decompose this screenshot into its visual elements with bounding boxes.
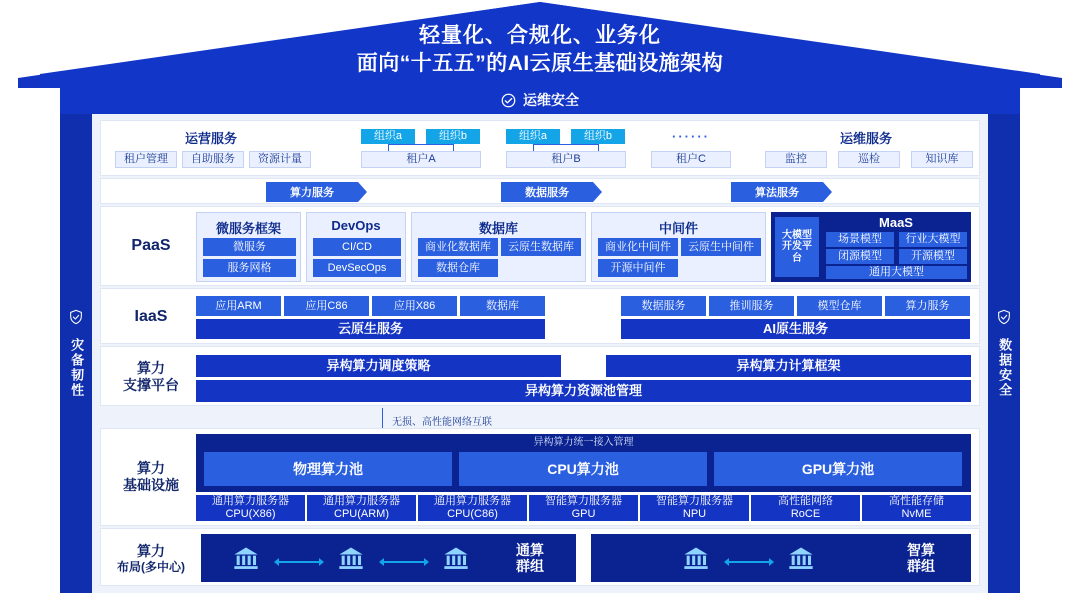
- paas-group-devops: [306, 212, 406, 282]
- server-line1: 智能算力服务器: [545, 495, 622, 508]
- compute-pool-2[interactable]: GPU算力池: [714, 452, 962, 486]
- datacenter-icon: [336, 544, 366, 577]
- server-line1: 通用算力服务器: [434, 495, 511, 508]
- server-2[interactable]: [418, 495, 527, 521]
- server-3[interactable]: [529, 495, 638, 521]
- maas-item[interactable]: 开源模型: [899, 249, 967, 264]
- tenant-connector: [598, 144, 599, 151]
- support-row-label-l1: 算力: [137, 359, 165, 376]
- paas-group-middleware: [591, 212, 766, 282]
- paas-group-title: 中间件: [658, 221, 698, 236]
- service-arrow-0: 算力服务: [266, 182, 358, 202]
- iaas-right-item-0[interactable]: 数据服务: [621, 296, 706, 316]
- maas-title: MaaS: [879, 215, 913, 230]
- server-line1: 通用算力服务器: [323, 495, 400, 508]
- interconnect-note: [100, 408, 980, 430]
- tenant-b[interactable]: 租户B: [506, 151, 626, 168]
- infra-row-label-l1: 算力: [137, 459, 165, 476]
- server-5[interactable]: [751, 495, 860, 521]
- support-left-bar: 异构算力调度策略: [196, 355, 561, 377]
- shield-check-icon: [501, 93, 516, 108]
- paas-group-title: DevOps: [331, 218, 381, 233]
- iaas-right-item-1[interactable]: 推训服务: [709, 296, 794, 316]
- link-arrow-icon: [378, 554, 430, 572]
- layout-row-label-l1: 算力: [137, 542, 165, 559]
- iaas-right-item-2[interactable]: 模型仓库: [797, 296, 882, 316]
- roof-title-line1: 轻量化、合规化、业务化: [419, 24, 661, 47]
- server-line1: 高性能存储: [889, 495, 944, 508]
- shield-icon: [996, 309, 1012, 328]
- paas-item[interactable]: 商业化数据库: [418, 238, 498, 256]
- maas-item[interactable]: 场景模型: [826, 232, 894, 247]
- server-line2: CPU(C86): [447, 508, 498, 520]
- iaas-right-bar: AI原生服务: [621, 319, 970, 339]
- service-arrow-band: [100, 178, 980, 204]
- paas-item[interactable]: 开源中间件: [598, 259, 678, 277]
- pillar-right-label: 数据安全: [997, 338, 1013, 398]
- datacenter-icon: [681, 544, 711, 577]
- paas-item[interactable]: CI/CD: [313, 238, 401, 256]
- compute-pool-1[interactable]: CPU算力池: [459, 452, 707, 486]
- paas-item[interactable]: 数据仓库: [418, 259, 498, 277]
- iaas-left-item-3[interactable]: 数据库: [460, 296, 545, 316]
- paas-group-maas: [771, 212, 971, 282]
- maas-item[interactable]: 闭源模型: [826, 249, 894, 264]
- paas-item[interactable]: 服务网格: [203, 259, 296, 277]
- iaas-left-item-1[interactable]: 应用C86: [284, 296, 369, 316]
- ops-row: [100, 120, 980, 176]
- compute-pool-panel: [196, 434, 971, 492]
- ops-right-item-2[interactable]: 知识库: [911, 151, 973, 168]
- paas-item[interactable]: 商业化中间件: [598, 238, 678, 256]
- service-arrow-1: 数据服务: [501, 182, 593, 202]
- paas-group-microservice: [196, 212, 301, 282]
- tenant-connector: [533, 144, 598, 145]
- compute-pool-0[interactable]: 物理算力池: [204, 452, 452, 486]
- maas-item[interactable]: 行业大模型: [899, 232, 967, 247]
- ops-right-item-1[interactable]: 巡检: [838, 151, 900, 168]
- datacenter-icon: [441, 544, 471, 577]
- layout-row-label-l2: 布局(多中心): [117, 560, 185, 575]
- ops-left-item-0[interactable]: 租户管理: [115, 151, 177, 168]
- roof-banner: [0, 0, 1080, 88]
- paas-item[interactable]: DevSecOps: [313, 259, 401, 277]
- paas-item[interactable]: 云原生数据库: [501, 238, 581, 256]
- pillar-left-label: 灾备韧性: [69, 338, 85, 398]
- layout-group-general-label: [491, 540, 569, 576]
- infrastructure-row-label: [111, 459, 191, 495]
- server-line2: CPU(ARM): [334, 508, 389, 520]
- ops-left-title: 运营服务: [184, 131, 237, 146]
- tenant-connector: [533, 144, 534, 151]
- server-line2: GPU: [571, 508, 596, 520]
- tenant-connector: [388, 144, 389, 151]
- tenant-a[interactable]: 租户A: [361, 151, 481, 168]
- layout-general-label-l1: 通算: [516, 541, 544, 558]
- pillar-left: [60, 114, 92, 593]
- ops-right-title: 运维服务: [839, 131, 892, 146]
- iaas-row-label: IaaS: [134, 308, 168, 325]
- infrastructure-row: [100, 428, 980, 526]
- datacenter-icon: [786, 544, 816, 577]
- layout-group-intelligent-label: [881, 540, 961, 576]
- paas-group-title: 微服务框架: [215, 221, 281, 236]
- layout-group-intelligent: [591, 534, 971, 582]
- tenant-ellipsis: ······: [672, 129, 710, 144]
- server-line1: 通用算力服务器: [212, 495, 289, 508]
- link-arrow-icon: [723, 554, 775, 572]
- paas-group-title: 数据库: [478, 221, 518, 236]
- server-line2: NvME: [901, 508, 932, 520]
- iaas-right-item-3[interactable]: 算力服务: [885, 296, 970, 316]
- tenant-c[interactable]: 租户C: [651, 151, 731, 168]
- support-platform-row-label: [111, 359, 191, 395]
- paas-item[interactable]: 云原生中间件: [681, 238, 761, 256]
- roof-title: [0, 22, 1080, 77]
- iaas-left-item-2[interactable]: 应用X86: [372, 296, 457, 316]
- access-bar: 异构算力统一接入管理: [533, 437, 634, 449]
- org-chip-0[interactable]: 组织a: [361, 129, 415, 144]
- maas-item[interactable]: 通用大模型: [826, 266, 967, 279]
- server-line2: RoCE: [790, 508, 821, 520]
- support-full-bar: 异构算力资源池管理: [196, 380, 971, 402]
- layout-row: [100, 528, 980, 586]
- server-line1: 高性能网络: [778, 495, 833, 508]
- interconnect-line: [382, 408, 383, 430]
- server-6[interactable]: [862, 495, 971, 521]
- server-1[interactable]: [307, 495, 416, 521]
- paas-item[interactable]: 微服务: [203, 238, 296, 256]
- org-chip-2[interactable]: 组织a: [506, 129, 560, 144]
- layout-row-label: [105, 541, 197, 577]
- service-arrow-2: 算法服务: [731, 182, 823, 202]
- security-bar: [60, 86, 1020, 114]
- ops-right-item-0[interactable]: 监控: [765, 151, 827, 168]
- pillar-right: [988, 114, 1020, 593]
- shield-icon: [68, 309, 84, 328]
- iaas-left-item-0[interactable]: 应用ARM: [196, 296, 281, 316]
- diagram-body: [92, 114, 988, 593]
- server-4[interactable]: [640, 495, 749, 521]
- server-line1: 智能算力服务器: [656, 495, 733, 508]
- iaas-row: [100, 288, 980, 344]
- maas-side-label: 大模型开发平台: [775, 217, 819, 277]
- server-row: [196, 495, 971, 521]
- org-chip-1[interactable]: 组织b: [426, 129, 480, 144]
- datacenter-icon: [231, 544, 261, 577]
- server-0[interactable]: [196, 495, 305, 521]
- support-right-bar: 异构算力计算框架: [606, 355, 971, 377]
- ops-left-item-2[interactable]: 资源计量: [249, 151, 311, 168]
- org-chip-3[interactable]: 组织b: [571, 129, 625, 144]
- paas-row-label: PaaS: [131, 237, 171, 254]
- support-row-label-l2: 支撑平台: [123, 377, 179, 393]
- link-arrow-icon: [273, 554, 325, 572]
- ops-left-item-1[interactable]: 自助服务: [182, 151, 244, 168]
- layout-group-general: [201, 534, 576, 582]
- support-platform-row: [100, 346, 980, 406]
- layout-general-label-l2: 群组: [516, 558, 544, 574]
- tenant-connector: [453, 144, 454, 151]
- server-line2: CPU(X86): [225, 508, 276, 520]
- interconnect-label: 无损、高性能网络互联: [392, 417, 492, 428]
- security-bar-label: 运维安全: [523, 92, 579, 108]
- iaas-left-bar: 云原生服务: [196, 319, 545, 339]
- infra-row-label-l2: 基础设施: [123, 477, 179, 493]
- server-line2: NPU: [682, 508, 707, 520]
- paas-group-database: [411, 212, 586, 282]
- paas-row: [100, 206, 980, 286]
- layout-intelligent-label-l2: 群组: [907, 558, 935, 574]
- layout-intelligent-label-l1: 智算: [907, 541, 935, 558]
- roof-title-line2: 面向“十五五”的AI云原生基础设施架构: [356, 51, 724, 75]
- tenant-connector: [388, 144, 453, 145]
